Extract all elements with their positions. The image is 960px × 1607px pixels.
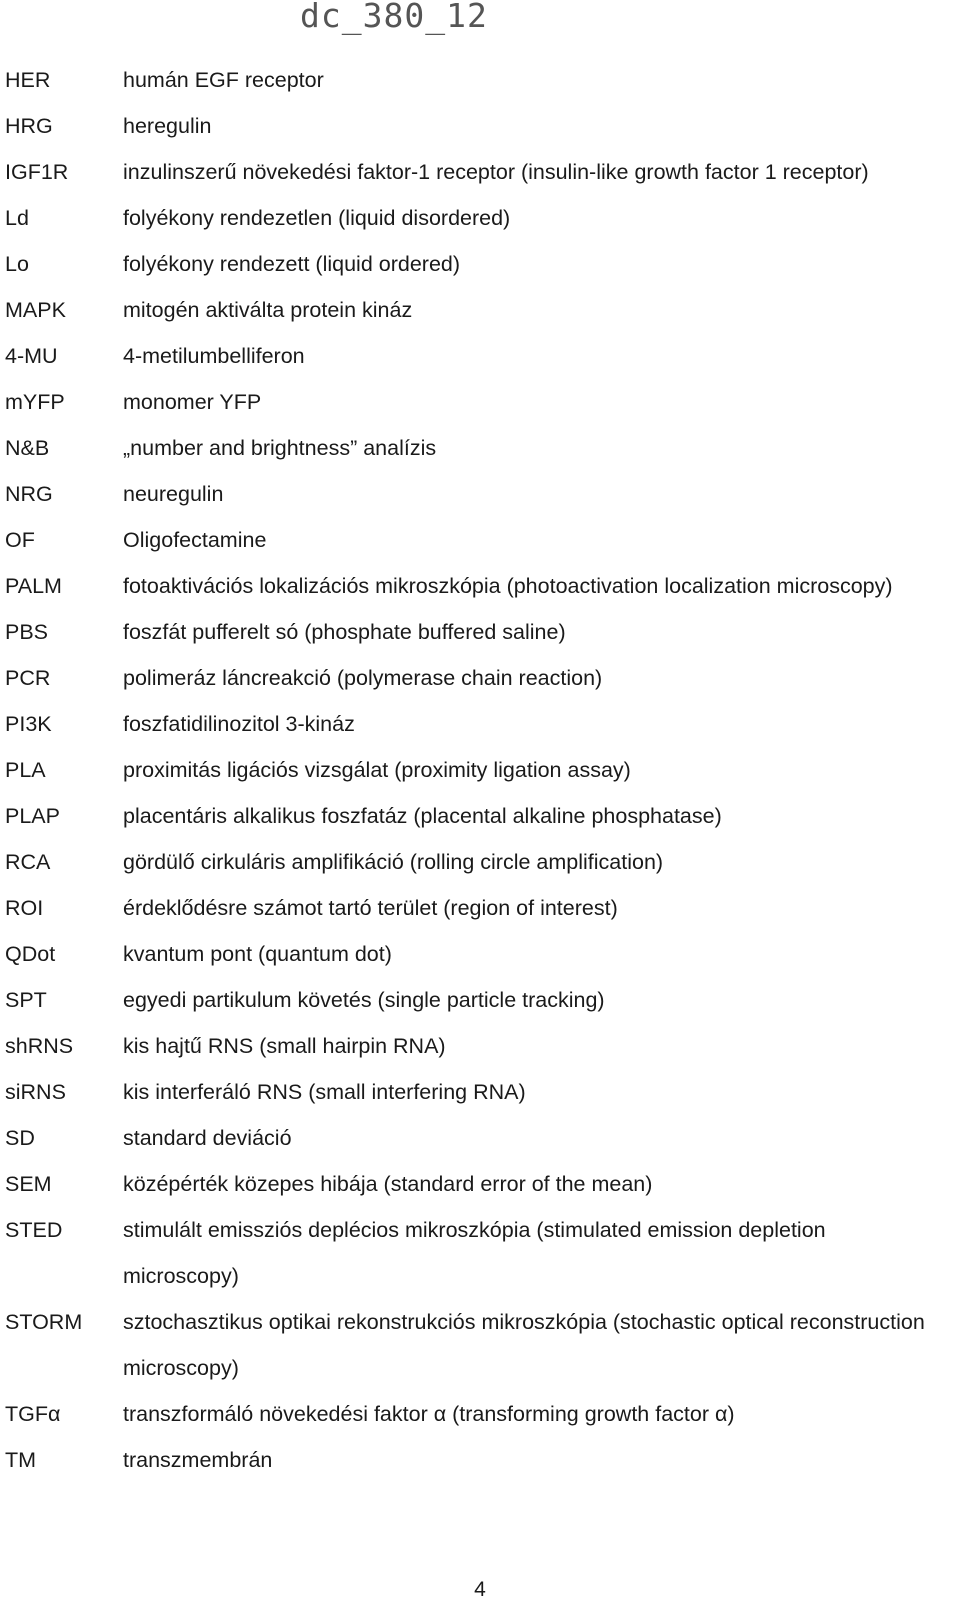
abbreviation-definition: transzmembrán — [123, 1448, 273, 1472]
abbreviation-term: TGFα — [5, 1402, 61, 1426]
abbreviation-row — [0, 563, 960, 609]
abbreviation-row — [0, 517, 960, 563]
abbreviation-term: MAPK — [5, 298, 66, 322]
abbreviation-definition: humán EGF receptor — [123, 68, 324, 92]
abbreviation-definition: polimeráz láncreakció (polymerase chain reaction) — [123, 666, 603, 690]
abbreviation-row — [0, 333, 960, 379]
abbreviation-row — [0, 747, 960, 793]
abbreviation-row — [0, 241, 960, 287]
abbreviation-term: TM — [5, 1448, 37, 1472]
abbreviation-row — [0, 1391, 960, 1437]
abbreviation-definition: középérték közepes hibája (standard error of the mean) — [123, 1172, 653, 1196]
abbreviation-row — [0, 1299, 960, 1391]
abbreviation-definition: transzformáló növekedési faktor α (transforming growth factor α) — [123, 1402, 735, 1426]
abbreviation-row — [0, 655, 960, 701]
abbreviation-definition: neuregulin — [123, 482, 224, 506]
abbreviation-row — [0, 793, 960, 839]
abbreviation-definition: foszfát pufferelt só (phosphate buffered saline) — [123, 620, 566, 644]
abbreviation-term: NRG — [5, 482, 53, 506]
abbreviation-definition: proximitás ligációs vizsgálat (proximity ligation assay) — [123, 758, 631, 782]
abbreviation-term: QDot — [5, 942, 56, 966]
abbreviation-term: Lo — [5, 252, 29, 276]
abbreviation-term: PI3K — [5, 712, 52, 736]
abbreviation-row — [0, 1069, 960, 1115]
abbreviation-row — [0, 1207, 960, 1299]
abbreviation-definition: standard deviáció — [123, 1126, 292, 1150]
abbreviation-term: STORM — [5, 1310, 83, 1334]
abbreviation-row — [0, 195, 960, 241]
abbreviation-definition: fotoaktivációs lokalizációs mikroszkópia (photoactivation localization microscopy) — [123, 574, 893, 598]
abbreviation-row — [0, 57, 960, 103]
abbreviation-row — [0, 1437, 960, 1483]
abbreviation-term: IGF1R — [5, 160, 69, 184]
abbreviation-term: SEM — [5, 1172, 52, 1196]
abbreviation-row — [0, 103, 960, 149]
abbreviation-term: SD — [5, 1126, 35, 1150]
abbreviation-term: mYFP — [5, 390, 65, 414]
abbreviation-term: STED — [5, 1218, 63, 1242]
abbreviation-definition: 4-metilumbelliferon — [123, 344, 305, 368]
abbreviation-row — [0, 931, 960, 977]
document-id: dc_380_12 — [300, 0, 488, 35]
abbreviation-term: PALM — [5, 574, 62, 598]
abbreviation-term: shRNS — [5, 1034, 74, 1058]
abbreviation-definition: kis interferáló RNS (small interfering RNA) — [123, 1080, 526, 1104]
abbreviation-term: PLAP — [5, 804, 60, 828]
abbreviation-definition: egyedi partikulum követés (single particle tracking) — [123, 988, 605, 1012]
abbreviation-term: OF — [5, 528, 35, 552]
abbreviation-row — [0, 287, 960, 333]
abbreviation-term: SPT — [5, 988, 47, 1012]
abbreviation-definition: folyékony rendezetlen (liquid disordered) — [123, 206, 511, 230]
abbreviation-row — [0, 1161, 960, 1207]
abbreviation-definition: inzulinszerű növekedési faktor-1 receptor (insulin-like growth factor 1 receptor) — [123, 160, 869, 184]
abbreviation-row — [0, 379, 960, 425]
abbreviation-term: 4-MU — [5, 344, 58, 368]
abbreviation-definition: sztochasztikus optikai rekonstrukciós mikroszkópia (stochastic optical reconstruction microscopy) — [123, 1310, 925, 1380]
abbreviation-definition: heregulin — [123, 114, 212, 138]
abbreviation-definition: érdeklődésre számot tartó terület (region of interest) — [123, 896, 618, 920]
abbreviation-term: siRNS — [5, 1080, 66, 1104]
abbreviation-row — [0, 885, 960, 931]
abbreviation-definition: mitogén aktiválta protein kináz — [123, 298, 413, 322]
abbreviation-row — [0, 1115, 960, 1161]
abbreviation-term: PBS — [5, 620, 49, 644]
abbreviation-row — [0, 1023, 960, 1069]
abbreviation-row — [0, 701, 960, 747]
page-number: 4 — [474, 1578, 486, 1601]
abbreviation-term: PCR — [5, 666, 51, 690]
abbreviation-definition: placentáris alkalikus foszfatáz (placental alkaline phosphatase) — [123, 804, 722, 828]
abbreviation-term: HER — [5, 68, 51, 92]
abbreviation-row — [0, 149, 960, 195]
abbreviation-definition: foszfatidilinozitol 3-kináz — [123, 712, 355, 736]
abbreviation-term: ROI — [5, 896, 44, 920]
abbreviation-definition: monomer YFP — [123, 390, 262, 414]
abbreviation-definition: kis hajtű RNS (small hairpin RNA) — [123, 1034, 446, 1058]
abbreviation-row — [0, 471, 960, 517]
abbreviation-term: Ld — [5, 206, 29, 230]
abbreviation-term: N&B — [5, 436, 50, 460]
abbreviation-definition: stimulált emissziós deplécios mikroszkópia (stimulated emission depletion microscopy) — [123, 1218, 826, 1288]
abbreviation-term: HRG — [5, 114, 53, 138]
abbreviation-definition: Oligofectamine — [123, 528, 267, 552]
abbreviation-row — [0, 977, 960, 1023]
abbreviation-term: PLA — [5, 758, 46, 782]
abbreviation-list — [0, 57, 960, 1483]
abbreviation-row — [0, 839, 960, 885]
abbreviation-definition: kvantum pont (quantum dot) — [123, 942, 392, 966]
abbreviation-row — [0, 425, 960, 471]
abbreviation-definition: „number and brightness” analízis — [123, 436, 437, 460]
abbreviation-definition: gördülő cirkuláris amplifikáció (rolling circle amplification) — [123, 850, 664, 874]
abbreviation-row — [0, 609, 960, 655]
abbreviation-definition: folyékony rendezett (liquid ordered) — [123, 252, 461, 276]
abbreviation-term: RCA — [5, 850, 51, 874]
